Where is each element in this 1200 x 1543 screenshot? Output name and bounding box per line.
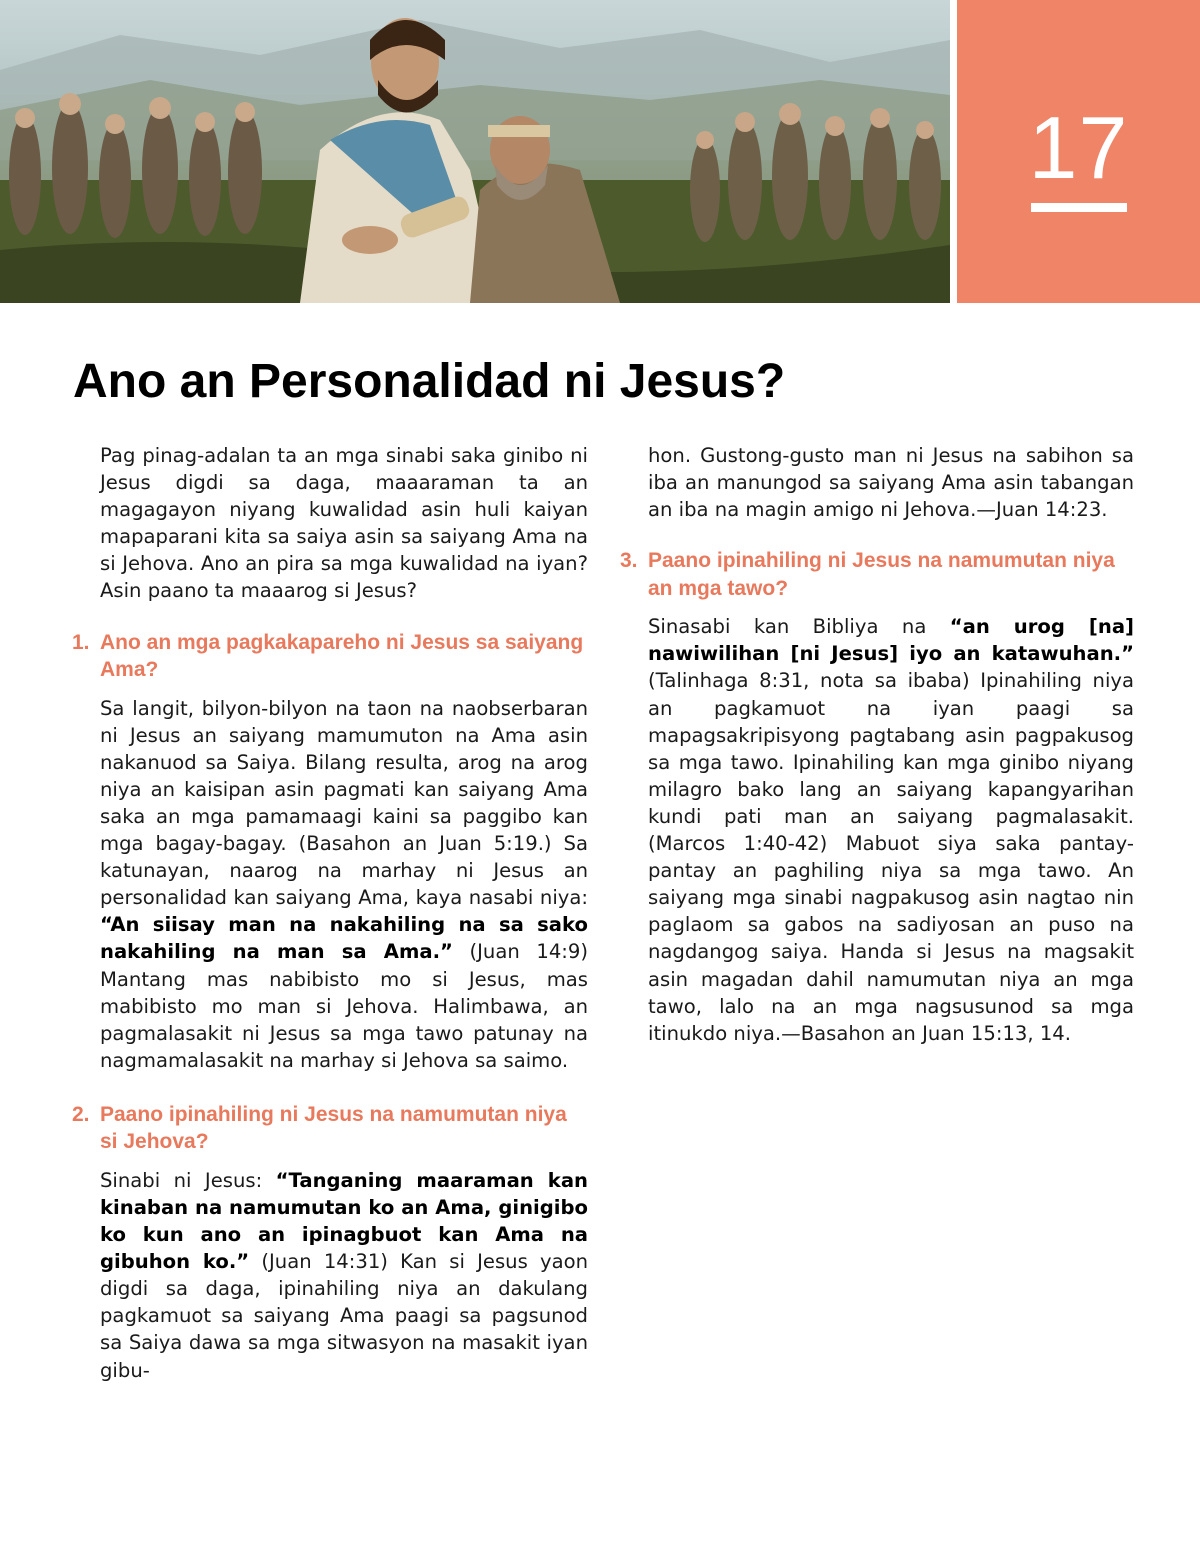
- section-2-text-a: Sinabi ni Jesus:: [100, 1168, 276, 1192]
- section-1-text-b: (Juan 14:9) Mantang mas nabibisto mo si Jesus, mas mabibisto mo man si Jehova. Halimbawa, an pagmalasakit ni Jesus sa mga tawo patunay na nagmamalasakit na marhay si Jehova sa saimo.: [100, 940, 588, 1072]
- section-1-number: 1.: [72, 630, 90, 654]
- section-2-heading: [72, 1101, 588, 1156]
- section-3-quote: “an urog [na] nawiwilihan [ni Jesus] iyo an katawuhan.”: [648, 615, 1135, 666]
- section-3-body: [648, 613, 1134, 1047]
- section-2-number: 2.: [72, 1102, 90, 1126]
- section-2-text-b: (Juan 14:31) Kan si Jesus yaon digdi sa daga, ipinahiling niya an dakulang pagkamuot sa saiyang Ama paagi sa pagsunod sa Saiya dawa sa mga sitwasyon na masakit iyan gibu-: [100, 1250, 588, 1382]
- hero-illustration: [0, 0, 950, 303]
- section-2-quote: “Tanganing maaraman kan kinaban na namumutan ko an Ama, ginigibo ko kun ano an ipinagbuot kan Ama na gibuhon ko.”: [100, 1168, 588, 1274]
- section-3-number: 3.: [620, 549, 638, 573]
- lesson-number-badge: [957, 0, 1200, 303]
- lesson-number: 17: [1028, 98, 1129, 197]
- section-1-body: [100, 695, 588, 1074]
- section-3-question: Paano ipinahiling ni Jesus na namumutan niya an mga tawo?: [648, 549, 1115, 600]
- section-2-continuation: hon. Gustong-gusto man ni Jesus na sabihon sa iba an manungod sa saiyang Ama asin tabangan an iba na magin amigo ni Jehova.—Juan 14:23.: [648, 444, 1134, 522]
- right-column: [620, 442, 1134, 1071]
- section-3-heading: [620, 547, 1134, 602]
- intro-paragraph: Pag pinag-adalan ta an mga sinabi saka ginibo ni Jesus digdi sa daga, maaaraman ta an magagayon niyang kuwalidad asin huli kaiyan mapaparani kita sa saiya asin sa saiyang Ama na si Jehova. Ano an pira sa mga kuwalidad na iyan? Asin paano ta maaarog si Jesus?: [100, 444, 588, 603]
- section-3-text-b: (Talinhaga 8:31, nota sa ibaba) Ipinahiling niya an pagkamuot na iyan paagi sa mapagsakripisyong pagtabang asin pagpakusog sa mga tawo. Ipinahiling kan mga ginibo niyang milagro bako lang an saiyang kapangyarihan kundi pati man an saiyang pagmalasakit. (Marcos 1:40-42) Mabuot siya saka pantay-pantay an paghiling niya sa mga tawo. An saiyang mga sinabi nagpakusog asin nagtao nin paglaom sa gabos na sadiyosan an puso na nagdangog saiya. Handa si Jesus na magsakit asin magadan dahil namumutan niya an mga tawo, lalo na an mga nagsusunod sa mga itinukdo niya.—Basahon an Juan 15:13, 14.: [648, 669, 1134, 1045]
- lesson-number-underline: [1031, 203, 1127, 212]
- section-1-quote: “An siisay man na nakahiling na sa sako nakahiling na man sa Ama.”: [100, 913, 588, 964]
- section-2-question: Paano ipinahiling ni Jesus na namumutan niya si Jehova?: [100, 1102, 567, 1154]
- section-1-question: Ano an mga pagkakapareho ni Jesus sa saiyang Ama?: [100, 630, 584, 682]
- page-title: Ano an Personalidad ni Jesus?: [73, 355, 786, 408]
- section-2-body: [100, 1167, 588, 1384]
- hero-scene: [0, 0, 950, 303]
- left-column: [72, 442, 588, 1408]
- section-1-text-a: Sa langit, bilyon-bilyon na taon na naobserbaran ni Jesus an saiyang mamumuton na Ama asin nakanuod sa Saiya. Bilang resulta, arog na arog niya an kaisipan asin pagmati kan saiyang Ama saka an mga pamamaagi kaini sa paggibo kan mga bagay-bagay. (Basahon an Juan 5:19.) Sa katunayan, naarog na marhay ni Jesus an personalidad kan saiyang Ama, kaya nasabi niya:: [100, 696, 588, 910]
- section-1-heading: [72, 629, 588, 684]
- section-3-text-a: Sinasabi kan Bibliya na: [648, 615, 950, 639]
